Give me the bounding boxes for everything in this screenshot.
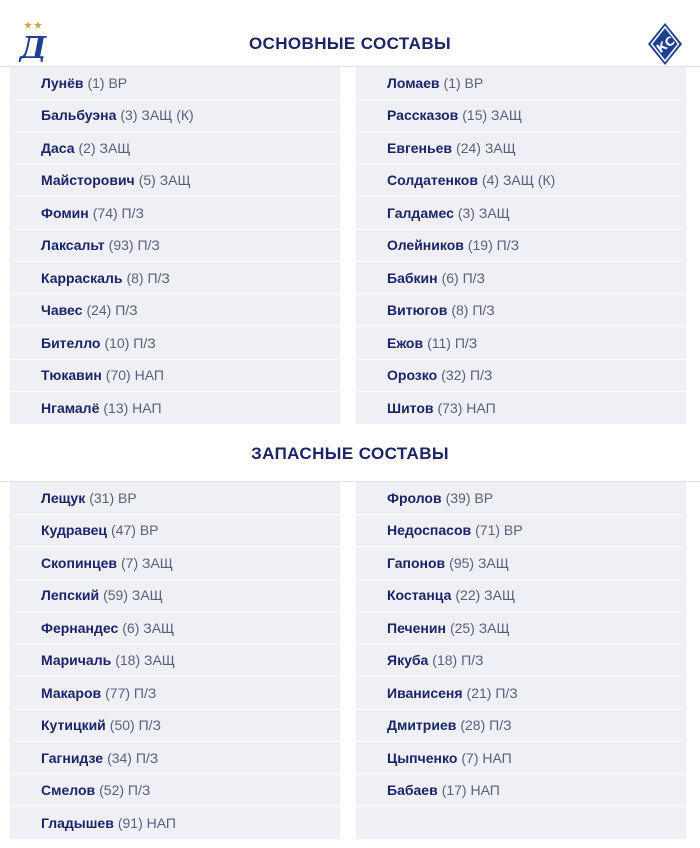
player-row: [356, 262, 686, 295]
player-number-position: (8) П/З: [451, 302, 495, 319]
player-name: Галдамес: [387, 204, 454, 221]
player-row: [10, 515, 340, 548]
player-number-position: (50) П/З: [109, 717, 161, 734]
player-number-position: (18) ЗАЩ: [115, 652, 175, 669]
player-name: Шитов: [387, 399, 434, 416]
player-name: Бабкин: [387, 269, 438, 286]
player-name: Евгеньев: [387, 139, 453, 156]
player-row: [10, 710, 340, 743]
player-name: Дмитриев: [387, 717, 457, 734]
player-number-position: (18) П/З: [432, 652, 484, 669]
player-number-position: (34) П/З: [107, 749, 159, 766]
away-starters-list: [356, 67, 686, 425]
player-row: [10, 775, 340, 808]
player-row: [356, 295, 686, 328]
player-row: [356, 645, 686, 678]
page-title: ОСНОВНЫЕ СОСТАВЫ: [248, 34, 452, 53]
player-number-position: (13) НАП: [103, 399, 162, 416]
player-name: Фомин: [41, 204, 89, 221]
player-name: Лещук: [41, 489, 86, 506]
player-name: Карраскаль: [41, 269, 123, 286]
empty-row: [356, 807, 686, 840]
player-number-position: (59) ЗАЩ: [103, 587, 163, 604]
player-name: Фролов: [387, 489, 442, 506]
player-name: Скопинцев: [41, 554, 118, 571]
player-row: [10, 807, 340, 840]
player-row: [10, 360, 340, 393]
player-number-position: (3) ЗАЩ: [457, 204, 510, 221]
player-row: [10, 742, 340, 775]
player-row: [10, 612, 340, 645]
player-name: Ломаев: [387, 74, 440, 91]
player-number-position: (39) ВР: [445, 489, 494, 506]
player-number-position: (28) П/З: [460, 717, 512, 734]
player-name: Лепский: [41, 587, 100, 604]
home-starters-list: [10, 67, 340, 425]
player-number-position: (1) ВР: [87, 74, 128, 91]
substitutes-lineups: [0, 482, 700, 840]
player-number-position: (15) ЗАЩ: [462, 107, 522, 124]
player-name: Гладышев: [41, 814, 114, 831]
player-name: Гагнидзе: [41, 749, 104, 766]
player-row: [356, 360, 686, 393]
player-number-position: (24) ЗАЩ: [456, 139, 516, 156]
player-row: [10, 262, 340, 295]
player-name: Печенин: [387, 619, 446, 636]
player-row: [10, 547, 340, 580]
player-name: Ежов: [387, 334, 424, 351]
player-number-position: (95) ЗАЩ: [449, 554, 509, 571]
player-number-position: (24) П/З: [86, 302, 138, 319]
away-subs-list: [356, 482, 686, 840]
player-name: Бабаев: [387, 782, 438, 799]
player-row: [10, 67, 340, 100]
home-subs-list: [10, 482, 340, 840]
player-name: Недоспасов: [387, 522, 472, 539]
player-number-position: (77) П/З: [105, 684, 157, 701]
player-name: Витюгов: [387, 302, 448, 319]
player-name: Якуба: [387, 652, 429, 669]
player-row: [356, 710, 686, 743]
player-name: Кудравец: [41, 522, 108, 539]
svg-text:КС: КС: [653, 33, 678, 56]
player-row: [10, 580, 340, 613]
player-name: Даса: [41, 139, 75, 156]
player-name: Маричаль: [41, 652, 112, 669]
player-name: Чавес: [41, 302, 83, 319]
player-number-position: (19) П/З: [467, 237, 520, 254]
player-number-position: (25) ЗАЩ: [449, 619, 510, 636]
player-number-position: (7) ЗАЩ: [121, 554, 173, 571]
player-row: [356, 580, 686, 613]
player-number-position: (7) НАП: [461, 749, 512, 766]
player-row: [356, 327, 686, 360]
player-row: [356, 392, 686, 425]
player-name: Орозко: [387, 367, 438, 384]
player-row: [356, 482, 686, 515]
player-number-position: (47) ВР: [111, 522, 159, 539]
player-row: [356, 547, 686, 580]
player-row: [356, 132, 686, 165]
player-number-position: (17) НАП: [441, 782, 500, 799]
subs-header: [0, 424, 700, 482]
player-number-position: (70) НАП: [105, 367, 164, 384]
player-row: [356, 165, 686, 198]
player-number-position: (1) ВР: [443, 74, 484, 91]
player-row: [10, 197, 340, 230]
player-name: Фернандес: [41, 619, 119, 636]
player-row: [356, 515, 686, 548]
player-row: [356, 742, 686, 775]
player-name: Бителло: [41, 334, 101, 351]
player-name: Иванисеня: [387, 684, 463, 701]
player-name: Олейников: [387, 237, 464, 254]
player-row: [10, 295, 340, 328]
player-number-position: (93) П/З: [108, 237, 160, 254]
starters-lineups: [0, 67, 700, 424]
player-number-position: (2) ЗАЩ: [78, 139, 131, 156]
svg-text:Д: Д: [19, 31, 47, 62]
player-number-position: (11) П/З: [427, 334, 478, 351]
player-number-position: (8) П/З: [126, 269, 170, 286]
player-row: [356, 230, 686, 263]
player-name: Кутицкий: [41, 717, 106, 734]
player-name: Смелов: [41, 782, 96, 799]
player-number-position: (73) НАП: [437, 399, 496, 416]
player-name: Цыпченко: [387, 749, 458, 766]
player-name: Костанца: [387, 587, 452, 604]
player-row: [356, 677, 686, 710]
player-number-position: (6) ЗАЩ: [122, 619, 175, 636]
player-name: Нгамалё: [41, 399, 100, 416]
player-name: Майсторович: [41, 172, 135, 189]
player-number-position: (71) ВР: [475, 522, 523, 539]
player-name: Лунёв: [41, 74, 84, 91]
player-number-position: (52) П/З: [99, 782, 151, 799]
player-name: Гапонов: [387, 554, 446, 571]
player-name: Солдатенков: [387, 172, 478, 189]
player-number-position: (91) НАП: [117, 814, 176, 831]
player-number-position: (6) П/З: [441, 269, 485, 286]
player-name: Бальбуэна: [41, 107, 117, 124]
player-row: [10, 482, 340, 515]
player-row: [10, 645, 340, 678]
player-number-position: (5) ЗАЩ: [138, 172, 191, 189]
starters-header: [0, 0, 700, 67]
player-row: [356, 100, 686, 133]
player-row: [10, 100, 340, 133]
player-row: [10, 165, 340, 198]
player-number-position: (10) П/З: [104, 334, 156, 351]
player-number-position: (31) ВР: [89, 489, 137, 506]
player-number-position: (4) ЗАЩ (К): [481, 172, 556, 189]
player-row: [10, 132, 340, 165]
player-row: [10, 392, 340, 425]
player-row: [356, 775, 686, 808]
player-name: Лаксальт: [41, 237, 105, 254]
player-number-position: (22) ЗАЩ: [455, 587, 516, 604]
player-row: [356, 612, 686, 645]
player-number-position: (74) П/З: [92, 204, 144, 221]
player-number-position: (32) П/З: [441, 367, 493, 384]
player-row: [356, 67, 686, 100]
krylia-sovetov-logo-icon: [647, 22, 683, 66]
player-row: [10, 230, 340, 263]
subs-title: ЗАПАСНЫЕ СОСТАВЫ: [251, 444, 449, 463]
player-name: Тюкавин: [41, 367, 102, 384]
player-row: [10, 327, 340, 360]
player-number-position: (21) П/З: [466, 684, 518, 701]
player-name: Макаров: [41, 684, 102, 701]
player-number-position: (3) ЗАЩ (К): [120, 107, 194, 124]
player-row: [10, 677, 340, 710]
player-row: [356, 197, 686, 230]
player-name: Рассказов: [387, 107, 459, 124]
